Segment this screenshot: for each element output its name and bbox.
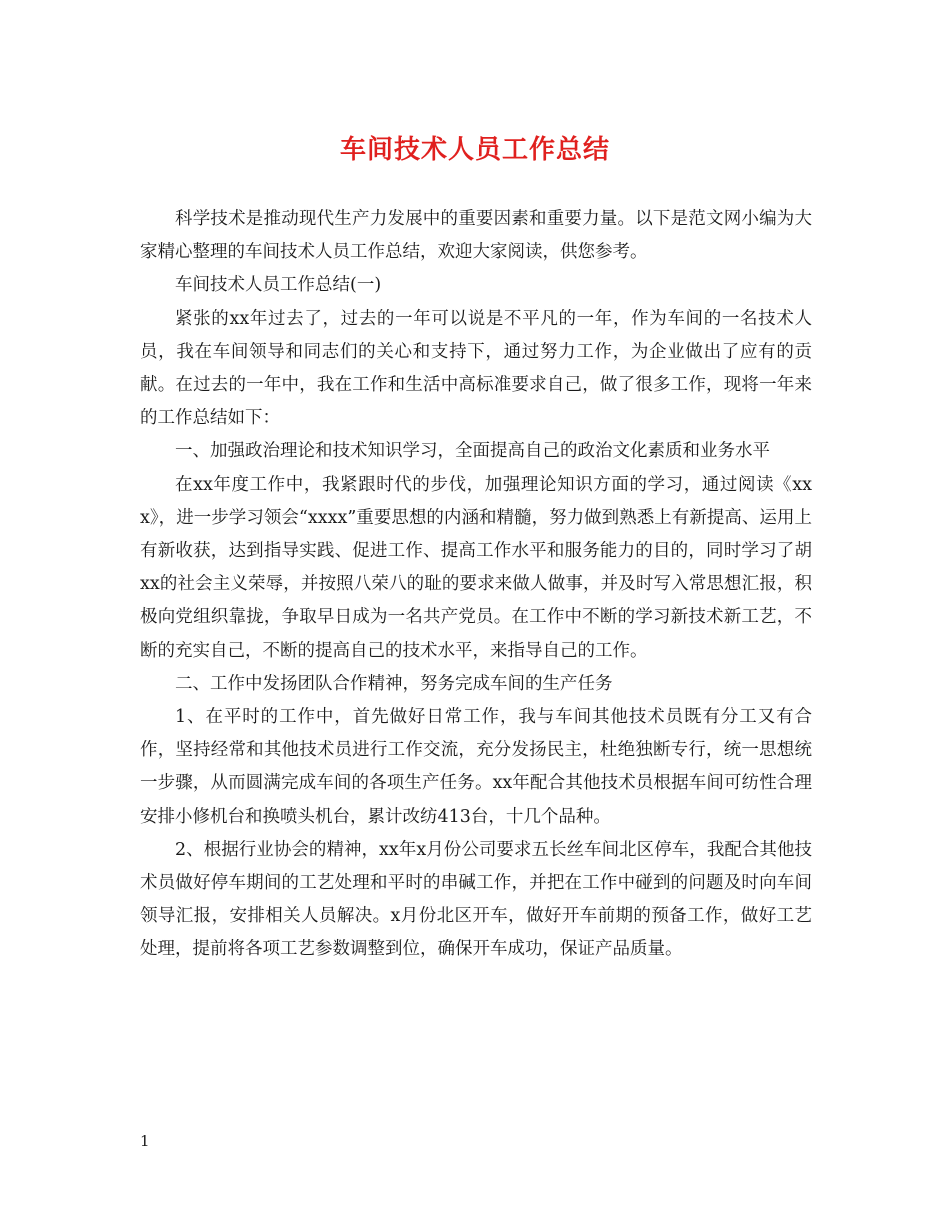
body-paragraph: 2、根据行业协会的精神，xx年x月份公司要求五长丝车间北区停车，我配合其他技术员做好停车期间的工艺处理和平时的串碱工作，并把在工作中碰到的问题及时向车间领导汇报，安排相关人员解决。x月份北区开车，做好开车前期的预备工作，做好工艺处理，提前将各项工艺参数调整到位，确保开车成功，保证产品质量。	[140, 839, 812, 960]
section-heading-teamwork: 二、工作中发扬团队合作精神，努务完成车间的生产任务	[175, 673, 613, 694]
section-heading-summary-one: 车间技术人员工作总结(一)	[175, 275, 382, 296]
body-paragraph: 在xx年度工作中，我紧跟时代的步伐，加强理论知识方面的学习，通过阅读《xxx》，进一步学习领会“xxxx”重要思想的内涵和精髓，努力做到熟悉上有新提高、运用上有新收获，达到指导实践、促进工作、提高工作水平和服务能力的目的，同时学习了胡xx的社会主义荣辱，并按照八荣八的耻的要求来做人做事，并及时写入常思想汇报，积极向党组织靠拢，争取早日成为一名共产党员。在工作中不断的学习新技术新工艺，不断的充实自己，不断的提高自己的技术水平，来指导自己的工作。	[140, 474, 812, 661]
intro-paragraph: 科学技术是推动现代生产力发展中的重要因素和重要力量。以下是范文网小编为大家精心整理的车间技术人员工作总结，欢迎大家阅读，供您参考。	[140, 209, 812, 263]
document-title: 车间技术人员工作总结	[339, 135, 610, 165]
page-number: 1	[140, 1132, 150, 1150]
body-paragraph: 紧张的xx年过去了，过去的一年可以说是不平凡的一年，作为车间的一名技术人员，我在车间领导和同志们的关心和支持下，通过努力工作，为企业做出了应有的贡献。在过去的一年中，我在工作和生活中高标准要求自己，做了很多工作，现将一年来的工作总结如下：	[140, 308, 812, 429]
body-paragraph: 1、在平时的工作中，首先做好日常工作，我与车间其他技术员既有分工又有合作，坚持经常和其他技术员进行工作交流，充分发扬民主，杜绝独断专行，统一思想统一步骤，从而圆满完成车间的各项生产任务。xx年配合其他技术员根据车间可纺性合理安排小修机台和换喷头机台，累计改纺413台，十几个品种。	[140, 707, 812, 827]
section-heading-study: 一、加强政治理论和技术知识学习，全面提高自己的政治文化素质和业务水平	[175, 441, 770, 462]
document-body	[140, 203, 812, 967]
